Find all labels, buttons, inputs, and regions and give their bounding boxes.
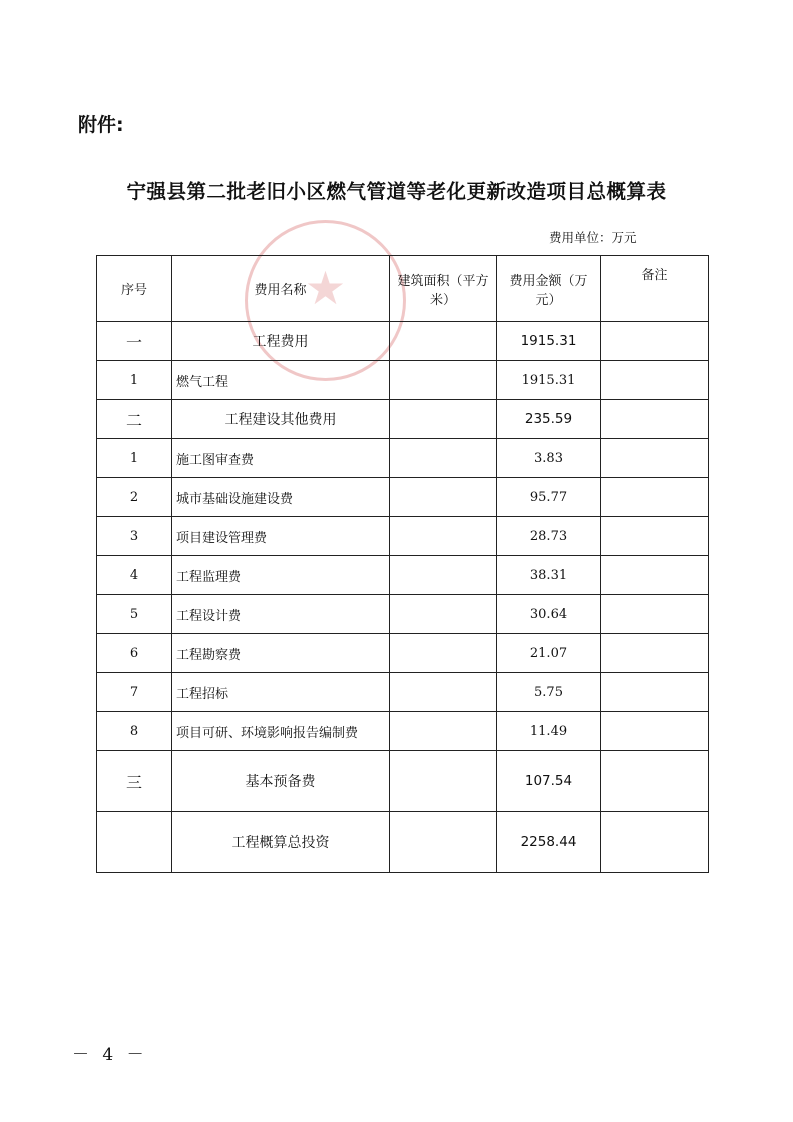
table-row — [97, 712, 709, 751]
row-area — [390, 812, 497, 873]
row-area — [390, 517, 497, 556]
row-note — [601, 517, 709, 556]
row-amount: 235.59 — [497, 400, 601, 439]
row-note — [601, 751, 709, 812]
row-name: 工程招标 — [172, 673, 390, 712]
table-row — [97, 439, 709, 478]
row-amount: 28.73 — [497, 517, 601, 556]
page-number: － 4 － — [72, 1045, 148, 1065]
row-no: 三 — [97, 751, 172, 812]
row-amount: 95.77 — [497, 478, 601, 517]
row-area — [390, 712, 497, 751]
unit-note: 费用单位：万元 — [549, 230, 637, 245]
header-no: 序号 — [97, 256, 172, 322]
row-amount: 1915.31 — [497, 361, 601, 400]
header-area: 建筑面积（平方米） — [390, 256, 497, 322]
row-area — [390, 595, 497, 634]
row-area — [390, 361, 497, 400]
table-row — [97, 556, 709, 595]
row-amount: 38.31 — [497, 556, 601, 595]
row-name: 工程费用 — [172, 322, 390, 361]
row-note — [601, 400, 709, 439]
row-area — [390, 634, 497, 673]
budget-table — [96, 255, 709, 873]
row-area — [390, 673, 497, 712]
row-amount: 1915.31 — [497, 322, 601, 361]
table-row — [97, 673, 709, 712]
row-area — [390, 556, 497, 595]
row-amount: 21.07 — [497, 634, 601, 673]
row-note — [601, 322, 709, 361]
header-name: 费用名称 — [172, 256, 390, 322]
attachment-label: 附件: — [78, 114, 124, 136]
row-name: 基本预备费 — [172, 751, 390, 812]
row-name: 工程勘察费 — [172, 634, 390, 673]
row-area — [390, 322, 497, 361]
row-amount: 3.83 — [497, 439, 601, 478]
row-name: 施工图审查费 — [172, 439, 390, 478]
row-name: 工程概算总投资 — [172, 812, 390, 873]
table-header-row — [97, 256, 709, 322]
row-no: 3 — [97, 517, 172, 556]
row-no — [97, 812, 172, 873]
table-row — [97, 361, 709, 400]
table-row — [97, 400, 709, 439]
row-name: 工程设计费 — [172, 595, 390, 634]
row-name: 项目建设管理费 — [172, 517, 390, 556]
row-area — [390, 439, 497, 478]
table-row — [97, 322, 709, 361]
row-note — [601, 478, 709, 517]
table-row — [97, 517, 709, 556]
row-area — [390, 400, 497, 439]
row-note — [601, 439, 709, 478]
row-no: 6 — [97, 634, 172, 673]
row-no: 一 — [97, 322, 172, 361]
row-no: 7 — [97, 673, 172, 712]
row-note — [601, 812, 709, 873]
row-no: 8 — [97, 712, 172, 751]
row-note — [601, 556, 709, 595]
row-note — [601, 712, 709, 751]
row-name: 工程建设其他费用 — [172, 400, 390, 439]
table-row — [97, 478, 709, 517]
table-row — [97, 751, 709, 812]
row-note — [601, 595, 709, 634]
header-note: 备注 — [601, 256, 709, 322]
table-row — [97, 812, 709, 873]
row-name: 城市基础设施建设费 — [172, 478, 390, 517]
row-note — [601, 361, 709, 400]
row-no: 5 — [97, 595, 172, 634]
row-no: 二 — [97, 400, 172, 439]
header-amount: 费用金额（万元） — [497, 256, 601, 322]
row-name: 燃气工程 — [172, 361, 390, 400]
row-amount: 107.54 — [497, 751, 601, 812]
row-amount: 30.64 — [497, 595, 601, 634]
row-amount: 5.75 — [497, 673, 601, 712]
row-name: 项目可研、环境影响报告编制费 — [172, 712, 390, 751]
row-note — [601, 673, 709, 712]
row-no: 1 — [97, 361, 172, 400]
row-name: 工程监理费 — [172, 556, 390, 595]
row-amount: 11.49 — [497, 712, 601, 751]
row-no: 4 — [97, 556, 172, 595]
seal-star-icon: ★ — [304, 261, 347, 315]
document-title: 宁强县第二批老旧小区燃气管道等老化更新改造项目总概算表 — [126, 180, 667, 203]
row-note — [601, 634, 709, 673]
row-no: 1 — [97, 439, 172, 478]
row-area — [390, 751, 497, 812]
table-row — [97, 634, 709, 673]
table-row — [97, 595, 709, 634]
row-area — [390, 478, 497, 517]
row-amount: 2258.44 — [497, 812, 601, 873]
row-no: 2 — [97, 478, 172, 517]
